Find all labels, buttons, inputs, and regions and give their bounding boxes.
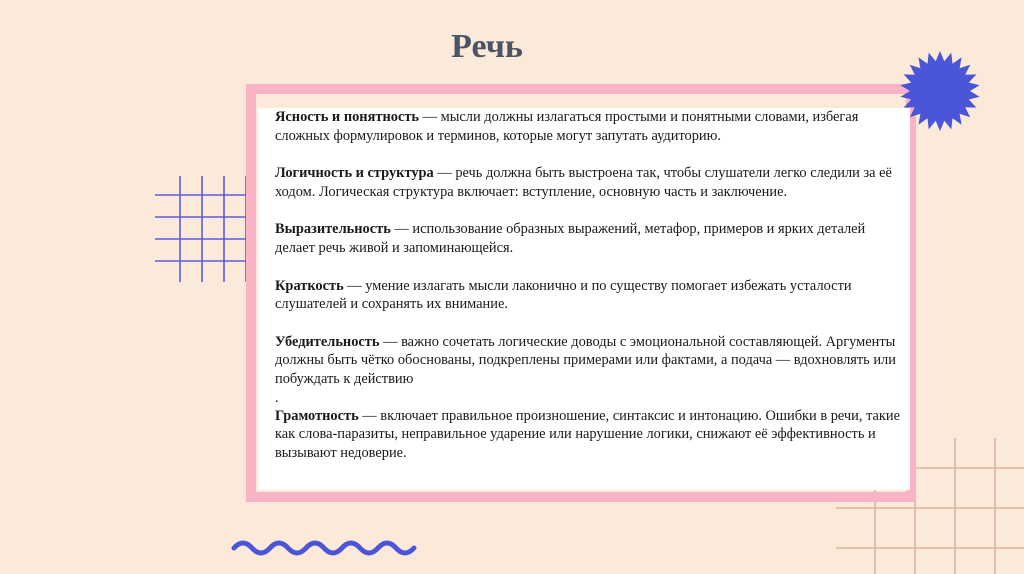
paragraph xyxy=(275,277,905,314)
stray-period: . xyxy=(275,389,279,406)
paragraph-text: — мысли должны излагаться простыми и понятными словами, избегая сложных формулировок и терминов, которые могут запутать аудиторию. xyxy=(275,109,859,144)
paragraph xyxy=(275,220,905,257)
paragraph xyxy=(275,164,905,201)
paragraph xyxy=(275,333,905,389)
content-text xyxy=(275,108,905,462)
paragraph xyxy=(275,407,905,463)
paragraph-text: — включает правильное произношение, синтаксис и интонацию. Ошибки в речи, такие как слова-паразиты, неправильное ударение или нарушение логики, снижают её эффективность и вызывают недоверие. xyxy=(275,407,901,461)
paragraph-term: Краткость xyxy=(275,277,344,294)
paragraph-term: Убедительность xyxy=(275,333,380,350)
paragraph-text: — использование образных выражений, метафор, примеров и ярких деталей делает речь живой и запоминающейся. xyxy=(275,221,866,256)
wave-icon xyxy=(234,543,414,553)
paragraph-text: — умение излагать мысли лаконично и по существу помогает избежать усталости слушателей и сохранять их внимание. xyxy=(275,277,852,313)
paragraph-term: Логичность и структура xyxy=(275,165,434,182)
paragraph xyxy=(275,108,905,145)
paragraph-term: Грамотность xyxy=(275,407,359,424)
paragraph-text: — важно сочетать логические доводы с эмоциональной составляющей. Аргументы должны быть чётко обоснованы, подкреплены примерами или фактами, а подача — вдохновлять или побуждать к действию xyxy=(275,333,896,387)
grid-left-icon xyxy=(155,176,246,282)
paragraph-term: Выразительность xyxy=(275,221,391,238)
paragraph-term: Ясность и понятность xyxy=(275,109,420,125)
page-title: Речь xyxy=(451,28,523,65)
paragraph-text: — речь должна быть выстроена так, чтобы слушатели легко следили за её ходом. Логическая структура включает: вступление, основную часть и заключение. xyxy=(275,165,892,200)
